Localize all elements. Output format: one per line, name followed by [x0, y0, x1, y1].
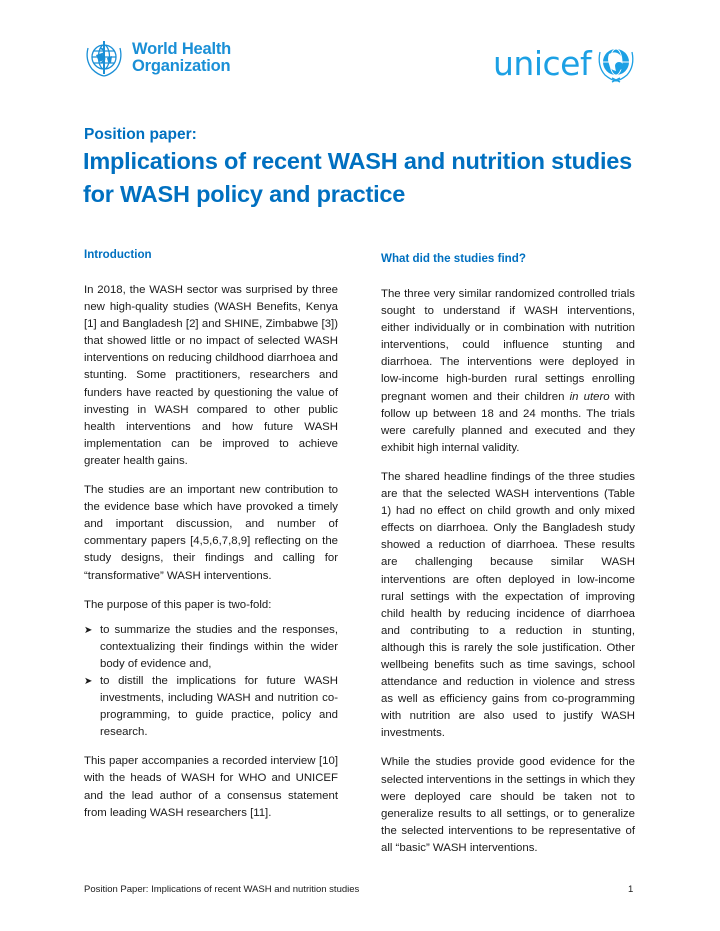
intro-paragraph-3: The purpose of this paper is two-fold:: [84, 598, 272, 611]
findings-paragraph-1-italic: in utero: [569, 390, 610, 403]
right-column: [381, 252, 635, 869]
purpose-list-item: [84, 673, 338, 741]
who-wordmark-line1: World Health: [132, 40, 232, 58]
findings-paragraph-1-part-a: The three very similar randomized controlled trials sought to understand if WASH interventions, either individually or in combination with nutrition interventions, could influence stunting and diarrhoea. The interventions were deployed in low-income high-burden rural settings enrolling pregnant women and their children: [381, 288, 635, 403]
unicef-wordmark: unicef: [493, 44, 592, 83]
unicef-emblem-icon: [594, 42, 638, 86]
intro-paragraph-4: This paper accompanies a recorded interview [10] with the heads of WASH for WHO and UNICEF and the lead author of a consensus statement from leading WASH researchers [11].: [84, 755, 338, 819]
footer-page-number: 1: [628, 884, 634, 895]
intro-paragraph-2: The studies are an important new contribution to the evidence base which have provoked a timely and important discussion, and number of commentary papers [4,5,6,7,8,9] reflecting on the study designs, their findings and calling for “transformative” WASH interventions.: [84, 484, 338, 582]
purpose-list-item-text: to distill the implications for future WASH investments, including WASH and nutrition co-programming, to guide practice, policy and research.: [100, 674, 338, 739]
findings-paragraph-2: The shared headline findings of the three studies are that the selected WASH interventions (Table 1) had no effect on child growth and only mixed effects on diarrhoea. Only the Bangladesh study showed a reduction of diarrhoea. These results are challenging because similar WASH interventions are often deployed in low-income rural settings with the expectation of improving child health by reducing incidence of diarrhoea and contributing to a reduction in stunting, although this is rarely the sole justification. Other wellbeing benefits such as time savings, school attendance and reduction in violence and stress as well as efficiency gains from co-programming with nutrition are also used to justify WASH investments.: [381, 470, 635, 740]
document-title: Implications of recent WASH and nutrition studies for WASH policy and practice: [83, 148, 633, 207]
purpose-list-item-text: to summarize the studies and the responses, contextualizing their findings within the wider body of evidence and,: [100, 623, 338, 670]
left-column: [84, 248, 338, 834]
section-heading-introduction: Introduction: [84, 248, 152, 261]
purpose-list: [84, 622, 338, 742]
findings-paragraph-3: While the studies provide good evidence for the selected interventions in the settings in which they were deployed care should be taken not to generalize results to all settings, or to generalize the selected interventions to be representative of all “basic” WASH interventions.: [381, 756, 635, 854]
findings-paragraph-1-part-b: with follow up between 18 and 24 months. The trials were carefully planned and executed and they exhibit high internal validity.: [381, 390, 635, 454]
who-emblem-icon: [82, 36, 126, 80]
document-kicker: Position paper:: [84, 126, 197, 143]
section-heading-findings: What did the studies find?: [381, 252, 526, 265]
who-wordmark-line2: Organization: [132, 57, 231, 75]
arrowhead-bullet-icon: ➤: [84, 675, 93, 687]
who-logo: [82, 36, 231, 80]
arrowhead-bullet-icon: ➤: [84, 624, 93, 636]
unicef-logo: [493, 42, 638, 86]
intro-paragraph-1: In 2018, the WASH sector was surprised by three new high-quality studies (WASH Benefits, Kenya [1] and Bangladesh [2] and SHINE, Zimbabwe [3]) that showed little or no impact of selected WASH interventions on reducing childhood diarrhoea and stunting. Some practitioners, researchers and funders have reacted by questioning the value of investing in WASH compared to other public health interventions and how future WASH implementation can be improved to achieve greater health gains.: [84, 284, 338, 467]
footer-running-title: Position Paper: Implications of recent WASH and nutrition studies: [84, 884, 360, 895]
findings-paragraph-1: [381, 286, 635, 457]
who-wordmark: [132, 41, 231, 75]
purpose-list-item: [84, 622, 338, 673]
